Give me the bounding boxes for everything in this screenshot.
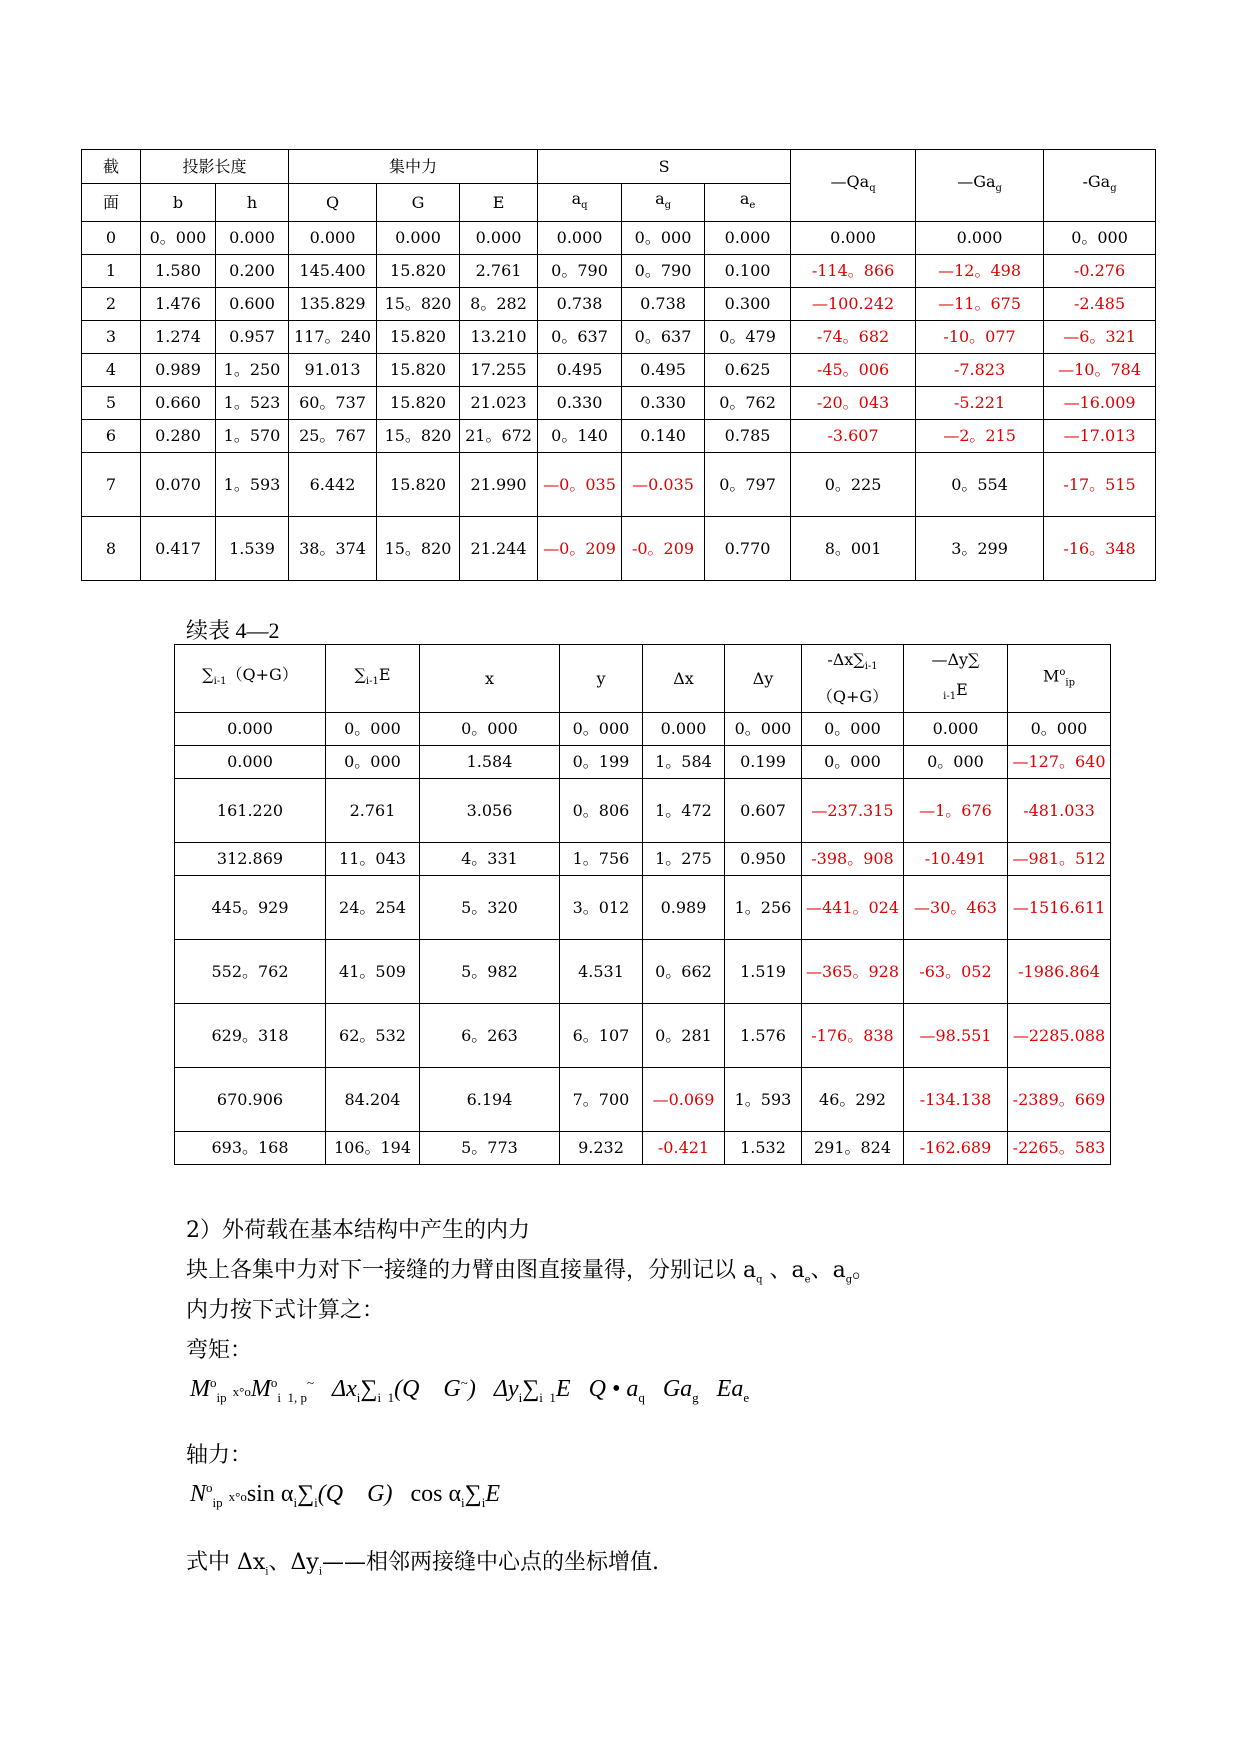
cell-section: 6 [82,420,141,453]
table-row [82,354,1156,387]
cell-sum-qg: 693。168 [175,1132,326,1165]
cell-sum-qg: 161.220 [175,779,326,843]
cell-moment: —1516.611 [1008,876,1111,940]
cell-ae: 0.100 [705,255,791,288]
header-x: x [420,645,560,713]
cell-aq: 0.000 [538,222,622,255]
cell-neg-dx-sum: —365。928 [802,940,904,1004]
cell-ae: 0。762 [705,387,791,420]
lever-arm-text: 块上各集中力对下一接缝的力臂由图直接量得，分别记以 $a_q$ 、$a_e$、$a_g$。 [186,1258,875,1286]
cell-neg-gag-2: —10。784 [1044,354,1156,387]
cell-moment: -1986.864 [1008,940,1111,1004]
cell-neg-gag-2: -17。515 [1044,453,1156,517]
table-row [175,746,1111,779]
cell-neg-dx-sum: 291。824 [802,1132,904,1165]
cell-aq: 0。790 [538,255,622,288]
cell-section: 4 [82,354,141,387]
cell-neg-gag: -10。077 [916,321,1044,354]
cell-neg-gag: 0.000 [916,222,1044,255]
cell-section: 8 [82,517,141,581]
cell-q: 60。737 [289,387,377,420]
cell-neg-dy-sum: -162.689 [904,1132,1008,1165]
cell-e: 8。282 [460,288,538,321]
cell-dx: 0。662 [643,940,725,1004]
cell-neg-dy-sum: —30。463 [904,876,1008,940]
header-sum-e: $\sum_{i-1}E$ [326,645,420,713]
cell-ag: 0。637 [622,321,705,354]
cell-h: 1。250 [216,354,289,387]
header-section: 截 [82,150,141,184]
cell-section: 3 [82,321,141,354]
force-table-body [82,222,1156,581]
cell-neg-gag-2: —16.009 [1044,387,1156,420]
cell-g: 15.820 [377,453,460,517]
cell-sum-qg: 0.000 [175,746,326,779]
cell-ae: 0.625 [705,354,791,387]
header-dx: Δx [643,645,725,713]
cell-neg-dx-sum: -176。838 [802,1004,904,1068]
header-ag: $a_g$ [622,184,705,222]
table-row [82,517,1156,581]
header-aq: $a_q$ [538,184,622,222]
cell-ag: 0.495 [622,354,705,387]
cell-e: 21.023 [460,387,538,420]
header-q: Q [289,184,377,222]
cell-moment: -481.033 [1008,779,1111,843]
cell-x: 5。773 [420,1132,560,1165]
cell-b: 1.580 [141,255,216,288]
cell-neg-gag-2: —6。321 [1044,321,1156,354]
cell-neg-qaq: 8。001 [791,517,916,581]
cell-dy: 0。000 [725,713,802,746]
header-neg-gag-2: $-Ga_g$ [1044,150,1156,222]
axial-label: 轴力： [186,1443,253,1468]
cell-dx: 1。472 [643,779,725,843]
cell-y: 6。107 [560,1004,643,1068]
cell-ag: -0。209 [622,517,705,581]
cell-g: 0.000 [377,222,460,255]
cell-q: 0.000 [289,222,377,255]
table-row [175,779,1111,843]
cell-sum-e: 11。043 [326,843,420,876]
cell-h: 0.957 [216,321,289,354]
cell-aq: 0。140 [538,420,622,453]
cell-neg-dx-sum: —237.315 [802,779,904,843]
table-row [175,940,1111,1004]
cell-b: 0.660 [141,387,216,420]
cell-x: 1.584 [420,746,560,779]
cell-neg-gag-2: —17.013 [1044,420,1156,453]
cell-sum-qg: 445。929 [175,876,326,940]
cell-e: 0.000 [460,222,538,255]
cell-x: 5。320 [420,876,560,940]
cell-dx: —0.069 [643,1068,725,1132]
cell-e: 21。672 [460,420,538,453]
cell-e: 17.255 [460,354,538,387]
where-clause: 式中 $\Delta x_i$、$\Delta y_i——$相邻两接缝中心点的坐标增值. [186,1550,660,1578]
table-row [82,222,1156,255]
cell-neg-gag: -5.221 [916,387,1044,420]
cell-section: 2 [82,288,141,321]
cell-dx: 0.000 [643,713,725,746]
cell-h: 0.200 [216,255,289,288]
cell-neg-qaq: -114。866 [791,255,916,288]
table-row [82,321,1156,354]
cell-aq: —0。209 [538,517,622,581]
cell-neg-gag: —11。675 [916,288,1044,321]
header-moment: $M^o_{ip}$ [1008,645,1111,713]
cell-x: 0。000 [420,713,560,746]
header-dy: Δy [725,645,802,713]
cell-ae: 0。479 [705,321,791,354]
cell-e: 21.244 [460,517,538,581]
cell-g: 15。820 [377,420,460,453]
cell-dy: 0.607 [725,779,802,843]
cell-b: 0。000 [141,222,216,255]
cell-sum-e: 2.761 [326,779,420,843]
cell-x: 5。982 [420,940,560,1004]
cell-e: 2.761 [460,255,538,288]
cell-g: 15.820 [377,321,460,354]
continued-table-body [175,713,1111,1165]
cell-aq: 0。637 [538,321,622,354]
cell-dy: 1.532 [725,1132,802,1165]
cell-b: 0.989 [141,354,216,387]
cell-neg-qaq: -45。006 [791,354,916,387]
cell-moment: 0。000 [1008,713,1111,746]
cell-x: 4。331 [420,843,560,876]
header-neg-dx-sum: $-\Delta x\sum_{i-1}$ （Q+G） [802,645,904,713]
cell-ae: 0。797 [705,453,791,517]
cell-dy: 1.519 [725,940,802,1004]
cell-h: 0.000 [216,222,289,255]
cell-b: 1.476 [141,288,216,321]
cell-neg-dx-sum: —441。024 [802,876,904,940]
cell-q: 135.829 [289,288,377,321]
cell-h: 1.539 [216,517,289,581]
header-b: b [141,184,216,222]
cell-sum-qg: 312.869 [175,843,326,876]
cell-neg-dx-sum: 46。292 [802,1068,904,1132]
header-y: y [560,645,643,713]
cell-dy: 1。256 [725,876,802,940]
cell-sum-e: 24。254 [326,876,420,940]
cell-sum-qg: 670.906 [175,1068,326,1132]
header-ae: $a_e$ [705,184,791,222]
cell-section: 5 [82,387,141,420]
cell-sum-e: 106。194 [326,1132,420,1165]
force-table [81,149,1156,581]
cell-neg-dx-sum: -398。908 [802,843,904,876]
cell-sum-qg: 552。762 [175,940,326,1004]
cell-b: 0.070 [141,453,216,517]
cell-moment: —981。512 [1008,843,1111,876]
cell-neg-dy-sum: —98.551 [904,1004,1008,1068]
cell-sum-e: 84.204 [326,1068,420,1132]
table-row [175,1132,1111,1165]
cell-y: 0。806 [560,779,643,843]
cell-g: 15。820 [377,517,460,581]
cell-neg-gag: 0。554 [916,453,1044,517]
cell-neg-dy-sum: -134.138 [904,1068,1008,1132]
cell-aq: —0。035 [538,453,622,517]
table-row [175,713,1111,746]
cell-dy: 1.576 [725,1004,802,1068]
cell-section: 7 [82,453,141,517]
cell-ae: 0.000 [705,222,791,255]
cell-h: 1。570 [216,420,289,453]
cell-moment: -2265。583 [1008,1132,1111,1165]
cell-section: 0 [82,222,141,255]
cell-sum-qg: 629。318 [175,1004,326,1068]
table-row [82,453,1156,517]
cell-y: 3。012 [560,876,643,940]
cell-x: 6.194 [420,1068,560,1132]
header-sum-qg: $\sum_{i-1}(Q+G)$ [175,645,326,713]
cell-x: 6。263 [420,1004,560,1068]
cell-h: 0.600 [216,288,289,321]
cell-neg-gag-2: -16。348 [1044,517,1156,581]
cell-dy: 0.950 [725,843,802,876]
cell-sum-e: 41。509 [326,940,420,1004]
cell-neg-qaq: 0。225 [791,453,916,517]
cell-neg-qaq: 0.000 [791,222,916,255]
cell-neg-gag: -7.823 [916,354,1044,387]
header-neg-gag: $—Ga_g$ [916,150,1044,222]
cell-ag: 0.140 [622,420,705,453]
header-s: S [538,150,791,184]
section-heading: 2）外荷载在基本结构中产生的内力 [186,1218,530,1243]
header-h: h [216,184,289,222]
cell-neg-gag: —12。498 [916,255,1044,288]
cell-aq: 0.738 [538,288,622,321]
header-projection-length: 投影长度 [141,150,289,184]
cell-section: 1 [82,255,141,288]
cell-neg-gag: —2。215 [916,420,1044,453]
cell-q: 91.013 [289,354,377,387]
cell-sum-e: 0。000 [326,713,420,746]
cell-ae: 0.300 [705,288,791,321]
cell-dx: 0.989 [643,876,725,940]
header-g: G [377,184,460,222]
header-e: E [460,184,538,222]
table-row [175,1068,1111,1132]
cell-dx: 1。275 [643,843,725,876]
header-concentrated-force: 集中力 [289,150,538,184]
cell-neg-gag: 3。299 [916,517,1044,581]
cell-e: 21.990 [460,453,538,517]
cell-q: 117。240 [289,321,377,354]
cell-y: 7。700 [560,1068,643,1132]
cell-dy: 0.199 [725,746,802,779]
cell-neg-gag-2: 0。000 [1044,222,1156,255]
continued-table [174,644,1111,1165]
cell-dx: 0。281 [643,1004,725,1068]
cell-ag: —0.035 [622,453,705,517]
cell-ag: 0。790 [622,255,705,288]
cell-g: 15.820 [377,387,460,420]
cell-neg-dy-sum: 0.000 [904,713,1008,746]
cell-g: 15.820 [377,255,460,288]
cell-q: 6.442 [289,453,377,517]
cell-y: 4.531 [560,940,643,1004]
cell-sum-e: 0。000 [326,746,420,779]
cell-g: 15.820 [377,354,460,387]
cell-moment: -2389。669 [1008,1068,1111,1132]
cell-b: 0.280 [141,420,216,453]
cell-dx: -0.421 [643,1132,725,1165]
cell-dy: 1。593 [725,1068,802,1132]
cell-sum-qg: 0.000 [175,713,326,746]
cell-neg-dy-sum: -10.491 [904,843,1008,876]
cell-y: 0。000 [560,713,643,746]
cell-neg-qaq: —100.242 [791,288,916,321]
cell-ag: 0.738 [622,288,705,321]
cell-ae: 0.785 [705,420,791,453]
cell-h: 1。593 [216,453,289,517]
moment-label: 弯矩： [186,1338,253,1363]
cell-neg-qaq: -20。043 [791,387,916,420]
table-row [82,420,1156,453]
table-row [175,1004,1111,1068]
cell-dx: 1。584 [643,746,725,779]
cell-moment: —2285.088 [1008,1004,1111,1068]
cell-q: 25。767 [289,420,377,453]
cell-y: 0。199 [560,746,643,779]
cell-sum-e: 62。532 [326,1004,420,1068]
cell-neg-dx-sum: 0。000 [802,713,904,746]
cell-moment: —127。640 [1008,746,1111,779]
cell-neg-dy-sum: 0。000 [904,746,1008,779]
cell-neg-dy-sum: -63。052 [904,940,1008,1004]
cell-neg-dy-sum: —1。676 [904,779,1008,843]
table-row [175,876,1111,940]
cell-e: 13.210 [460,321,538,354]
cell-neg-dx-sum: 0。000 [802,746,904,779]
header-section-2: 面 [82,184,141,222]
table-row [82,288,1156,321]
cell-y: 9.232 [560,1132,643,1165]
cell-ag: 0.330 [622,387,705,420]
cell-h: 1。523 [216,387,289,420]
moment-formula: $M^o_{ip}$ $x^\circ oM^o_{i 1, p}^\sim$ $\Delta x_i\sum_{i 1}(Q$ G~) $\Delta y_i\sum_{i 1}E$ Q • $a_q$ $Ga_g$ $Ea_e$ [190,1375,750,1405]
cell-g: 15。820 [377,288,460,321]
cell-b: 1.274 [141,321,216,354]
cell-x: 3.056 [420,779,560,843]
cell-b: 0.417 [141,517,216,581]
cell-q: 38。374 [289,517,377,581]
header-neg-dy-sum: —Δy∑ $_{i-1}$E [904,645,1008,713]
cell-ag: 0。000 [622,222,705,255]
cell-ae: 0.770 [705,517,791,581]
table-row [175,843,1111,876]
cell-aq: 0.495 [538,354,622,387]
table-row [82,255,1156,288]
table-caption: 续表 4—2 [186,618,280,643]
calc-intro: 内力按下式计算之： [186,1298,385,1323]
table-row [82,387,1156,420]
cell-neg-qaq: -74。682 [791,321,916,354]
cell-neg-qaq: -3.607 [791,420,916,453]
header-neg-qaq: $—Qa_q$ [791,150,916,222]
cell-aq: 0.330 [538,387,622,420]
axial-formula: $N^o_{ip}$ x°osin $\alpha_i\sum_i(Q$ G) $\cos \alpha_i\sum_iE$ [190,1480,501,1510]
cell-neg-gag-2: -0.276 [1044,255,1156,288]
cell-neg-gag-2: -2.485 [1044,288,1156,321]
cell-y: 1。756 [560,843,643,876]
cell-q: 145.400 [289,255,377,288]
